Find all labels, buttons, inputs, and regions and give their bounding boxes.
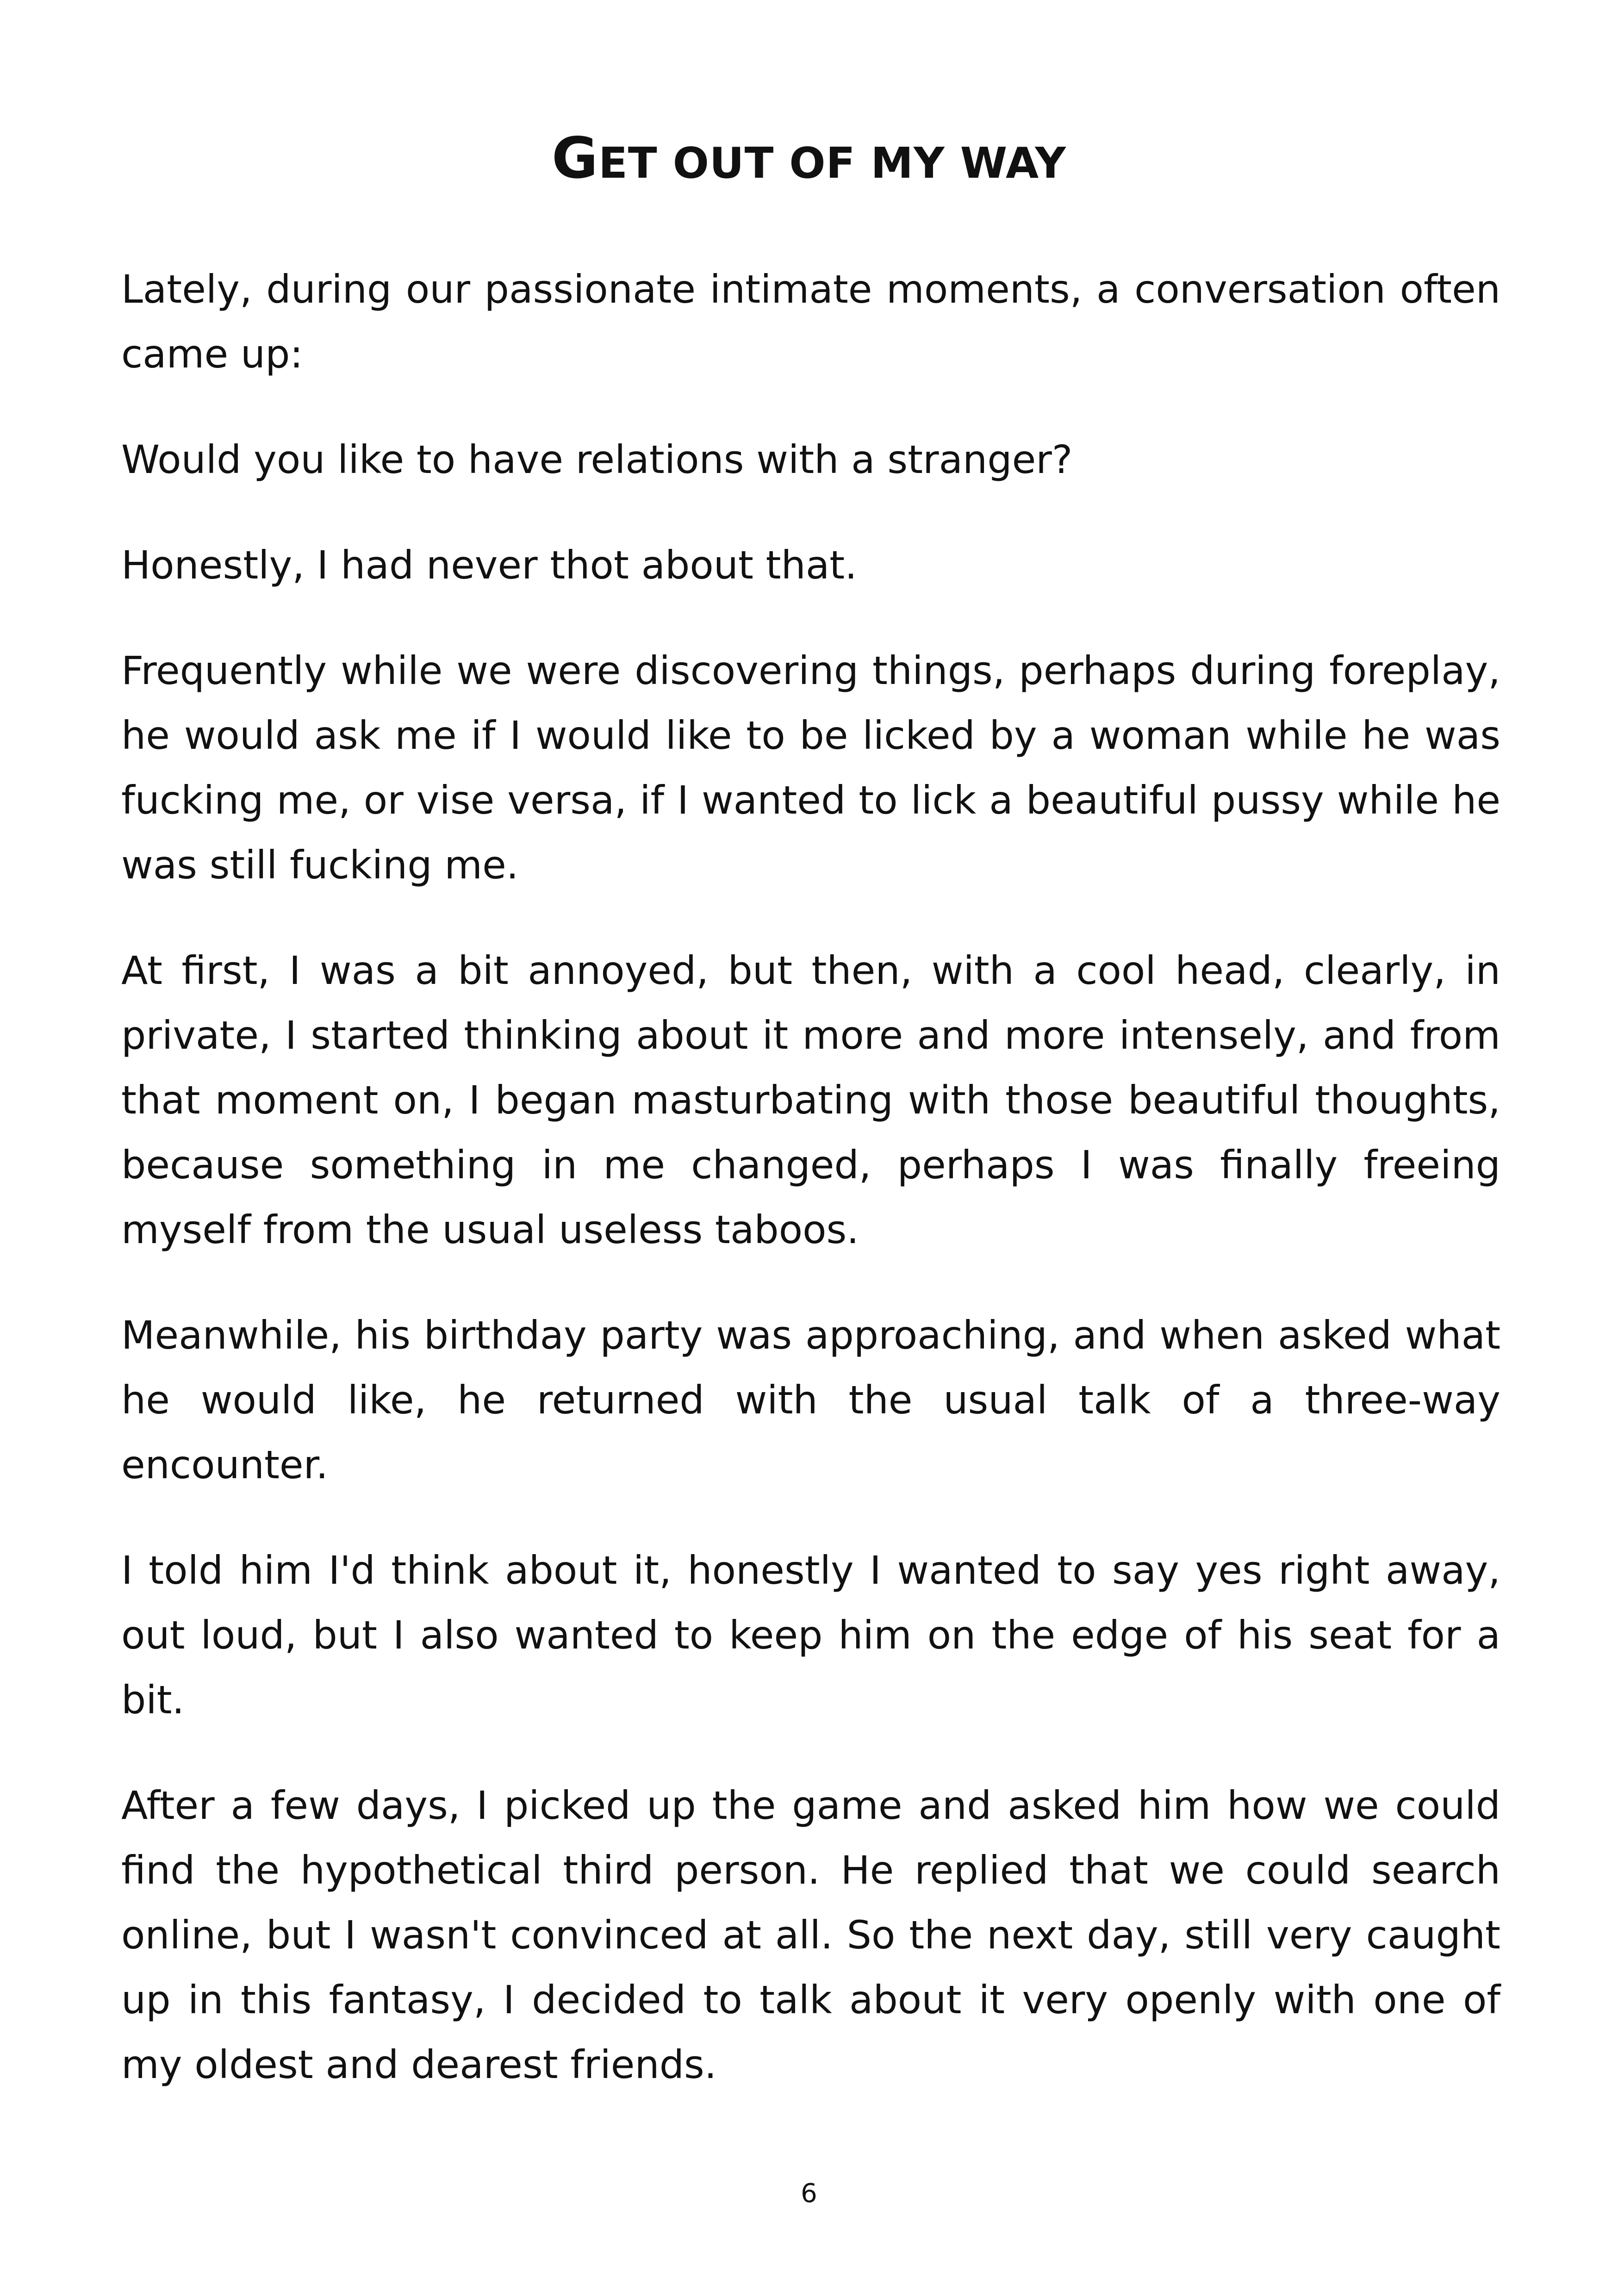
chapter-body	[121, 257, 1500, 2138]
chapter-title	[0, 125, 1618, 193]
page-number: 6	[801, 2178, 817, 2209]
chapter-title-initial: G	[551, 125, 599, 191]
paragraph-2: Would you like to have relations with a stranger?	[121, 437, 1073, 482]
paragraph-3: Honestly, I had never thot about that.	[121, 542, 857, 588]
paragraph-6: Meanwhile, his birthday party was approaching, and when asked what he would like, he returned with the usual talk of a three-way encounter.	[121, 1313, 1500, 1487]
paragraph-8: After a few days, I picked up the game and asked him how we could find the hypothetical third person. He replied that we could search online, but I wasn't convinced at all. So the next day, still very caught up in this fantasy, I decided to talk about it very openly with one of my oldest and dearest friends.	[121, 1783, 1500, 2087]
paragraph-4: Frequently while we were discovering things, perhaps during foreplay, he would ask me if I would like to be licked by a woman while he was fucking me, or vise versa, if I wanted to lick a beautiful pussy while he was still fucking me.	[121, 648, 1500, 888]
chapter-title-rest: ET OUT OF MY WAY	[598, 138, 1067, 188]
paragraph-7: I told him I'd think about it, honestly I wanted to say yes right away, out loud, but I also wanted to keep him on the edge of his seat for a bit.	[121, 1548, 1500, 1723]
paragraph-1: Lately, during our passionate intimate moments, a conversation often came up:	[121, 267, 1500, 377]
paragraph-5: At first, I was a bit annoyed, but then, with a cool head, clearly, in private, I started thinking about it more and more intensely, and from that moment on, I began masturbating with those beautiful thoughts, because something in me changed, perhaps I was finally freeing myself from the usual useless taboos.	[121, 948, 1500, 1252]
